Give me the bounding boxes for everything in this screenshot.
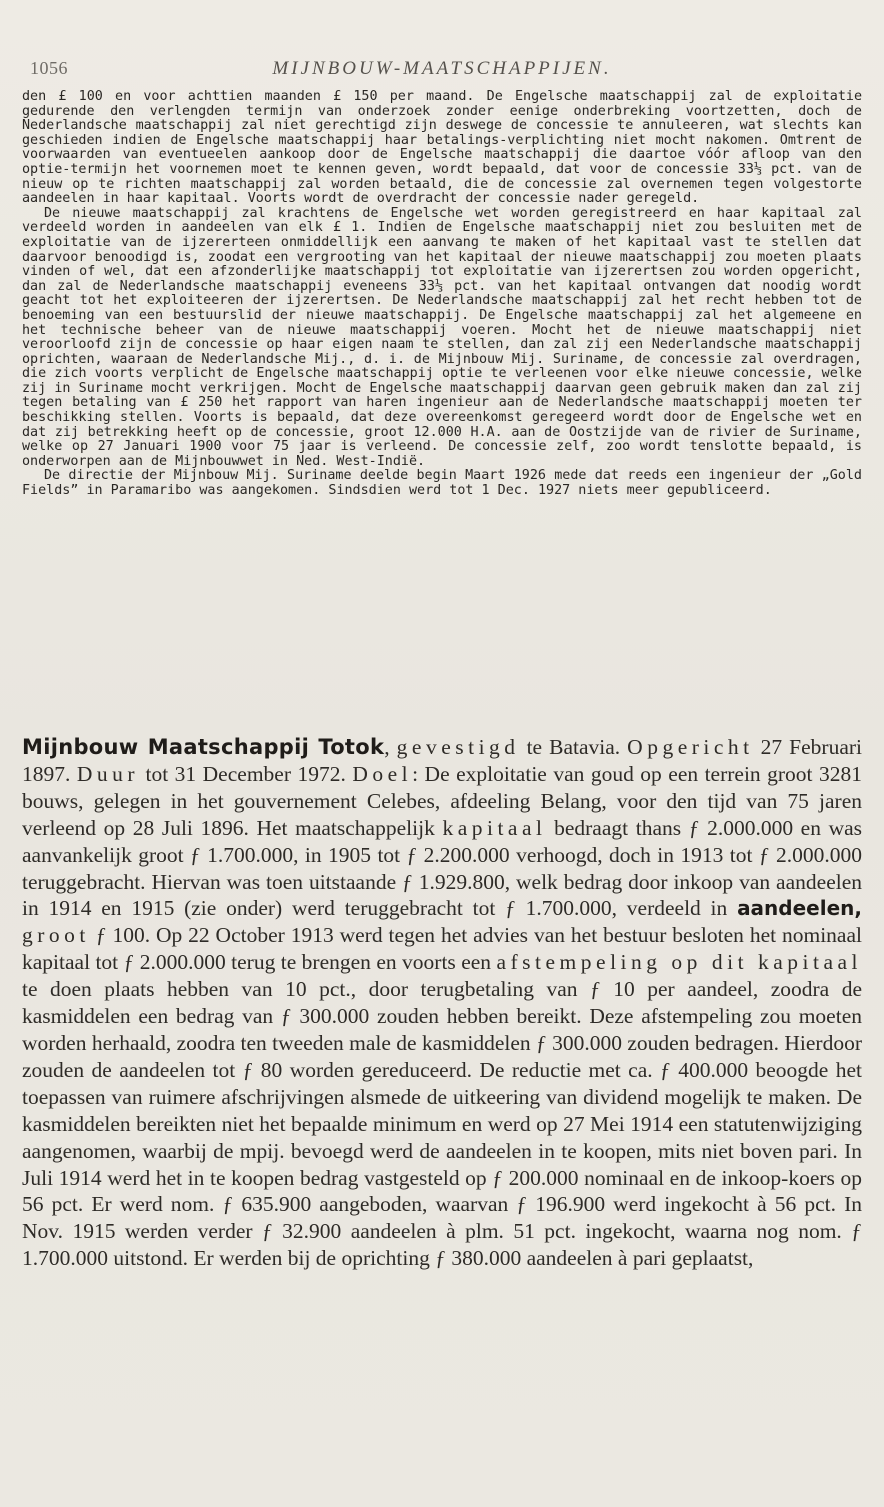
opgericht-label: Opgericht	[627, 735, 754, 759]
company-entry-paragraph	[22, 734, 862, 1272]
groot-label: groot	[22, 923, 90, 948]
page-header	[24, 58, 860, 82]
entry-text: 27 Februari 1897.	[22, 735, 863, 786]
kapitaal-label: kapitaal	[442, 815, 547, 840]
entry-text: ,	[384, 735, 397, 759]
company-name: Mijnbouw Maatschappij Totok	[22, 735, 385, 759]
duur-label: Duur	[76, 761, 140, 786]
entry-text: te doen plaats hebben van 10 pct., door terugbetaling van ƒ 10 per aandeel, zoodra de kasmiddelen een bedrag van ƒ 300.000 zouden hebben bereikt. Deze afstempeling zou moeten worden herhaald, zoodra ten tweeden male de kasmiddelen ƒ 300.000 zouden bedragen. Hierdoor zouden de aandeelen tot ƒ 80 worden gereduceerd. De reductie met ca. ƒ 400.000 beoogde het toepassen van ruimere afschrijvingen alsmede de uitkeering van dividend mogelijk te maken. De kasmiddelen bereikten niet het bepaalde minimum en werd op 27 Mei 1914 een statutenwijziging aangenomen, waarbij de mpij. bevoegd werd de aandeelen in te koopen, mits niet boven pari. In Juli 1914 werd het in te koopen bedrag vastgesteld op ƒ 200.000 nominaal en de inkoop-koers op 56 pct. Er werd nom. ƒ 635.900 aangeboden, waarvan ƒ 196.900 werd ingekocht à 56 pct. In Nov. 1915 werden verder ƒ 32.900 aandeelen à plm. 51 pct. ingekocht, waarna nog nom. ƒ 1.700.000 uitstond. Er werden bij de oprichting ƒ 380.000 aandeelen à pari geplaatst,	[22, 977, 862, 1271]
entry-text: : De exploitatie van goud op een terrein groot 3281 bouws, gelegen in het gouvernement Celebes, afdeeling Belang, voor den tijd van 75 jaren verleend op 28 Juli 1896. Het maatschappelijk	[22, 761, 863, 840]
running-title: MIJNBOUW-MAATSCHAPPIJEN.	[272, 58, 612, 79]
company-entry	[22, 734, 862, 1272]
doel-label: Doel	[352, 761, 413, 786]
small-print-section	[22, 90, 862, 499]
entry-text: tot 31 December 1972.	[139, 761, 353, 786]
entry-text: bedraagt thans ƒ 2.000.000 en was aanvankelijk groot ƒ 1.700.000, in 1905 tot ƒ 2.200.000 verhoogd, doch in 1913 tot ƒ 2.000.000 teruggebracht. Hiervan was toen uitstaande ƒ 1.929.800, welk bedrag door inkoop van aandeelen in 1914 en 1915 (zie onder) werd teruggebracht tot ƒ 1.700.000, verdeeld in	[22, 815, 863, 921]
page-number: 1056	[30, 58, 68, 78]
small-paragraph: De nieuwe maatschappij zal krachtens de Engelsche wet worden geregistreerd en haar kapitaal zal verdeeld worden in aandeelen van elk £ 1. Indien de Engelsche maatschappij niet zou besluiten met de exploitatie van de ijzererteen onmiddellijk een aanvang te maken of het kapitaal vast te stellen dat daarvoor benoodigd is, zoodat een vergrooting van het kapitaal der nieuwe maatschappij zou moeten plaats vinden of wel, dat een afzonderlijke maatschappij tot exploitatie van ijzerertsen zou worden opgericht, dan zal de Nederlandsche maatschappij eveneens 33⅓ pct. van het kapitaal ontvangen dat noodig wordt geacht tot het exploiteeren der ijzerertsen. De Nederlandsche maatschappij zal het recht hebben tot de benoeming van een bestuurslid der nieuwe maatschappij. De Engelsche maatschappij zal het algemeene en het technische beheer van de nieuwe maatschappij voeren. Mocht het de nieuwe maatschappij niet veroorloofd zijn de concessie op haar eigen naam te stellen, dan zal zij een Nederlandsche maatschappij oprichten, waaraan de Nederlandsche Mij., d. i. de Mijnbouw Mij. Suriname, de concessie zal overdragen, die zich voorts verplicht de Engelsche maatschappij optie te verleenen voor elke nieuwe concessie, welke zij in Suriname mocht verkrijgen. Mocht de Engelsche maatschappij daarvan geen gebruik maken dan zal zij tegen betaling van £ 250 het rapport van haren ingenieur aan de Nederlandsche maatschappij moeten ter beschikking stellen. Voorts is bepaald, dat deze overeenkomst geregeerd wordt door de Engelsche wet en dat zij betrekking heeft op de concessie, groot 12.000 H.A. aan de Oostzijde van de rivier de Suriname, welke op 27 Januari 1900 voor 75 jaar is verleend. De concessie zelf, zoo wordt tenslotte bepaald, is onderworpen aan de Mijnbouwwet in Ned. West-Indië.	[22, 205, 862, 469]
small-paragraph: De directie der Mijnbouw Mij. Suriname deelde begin Maart 1926 mede dat reeds een ingenieur der „Gold Fields” in Paramaribo was aangekomen. Sindsdien werd tot 1 Dec. 1927 niets meer gepubliceerd.	[22, 468, 862, 499]
aandeelen-label: aandeelen,	[737, 896, 862, 921]
entry-text: te Batavia.	[519, 735, 628, 759]
gevestigd-label: gevestigd	[396, 735, 520, 759]
afstempeling-label: afstempeling op dit kapitaal	[496, 950, 863, 975]
small-paragraph: den £ 100 en voor achttien maanden £ 150 per maand. De Engelsche maatschappij zal de exploitatie gedurende den verlengden termijn van onderzoek zonder eenige onderbreking voortzetten, doch de Nederlandsche maatschappij zal niet gerechtigd zijn deswege de concessie te annuleeren, wat slechts kan geschieden indien de Engelsche maatschappij haar betalings-verplichting niet mocht nakomen. Omtrent de voorwaarden van eventueelen aankoop door de Engelsche maatschappij die daartoe vóór afloop van den optie-termijn het voornemen moet te kennen geven, wordt bepaald, dat voor de concessie 33⅓ pct. van de nieuw op te richten maatschappij zal worden betaald, die de concessie zal overnemen tegen volgestorte aandeelen in haar kapitaal. Voorts wordt de overdracht der concessie nader geregeld.	[22, 89, 862, 207]
entry-text: ƒ 100. Op 22 October 1913 werd tegen het advies van het bestuur besloten het nominaal kapitaal tot ƒ 2.000.000 terug te brengen en voorts een	[22, 923, 862, 975]
